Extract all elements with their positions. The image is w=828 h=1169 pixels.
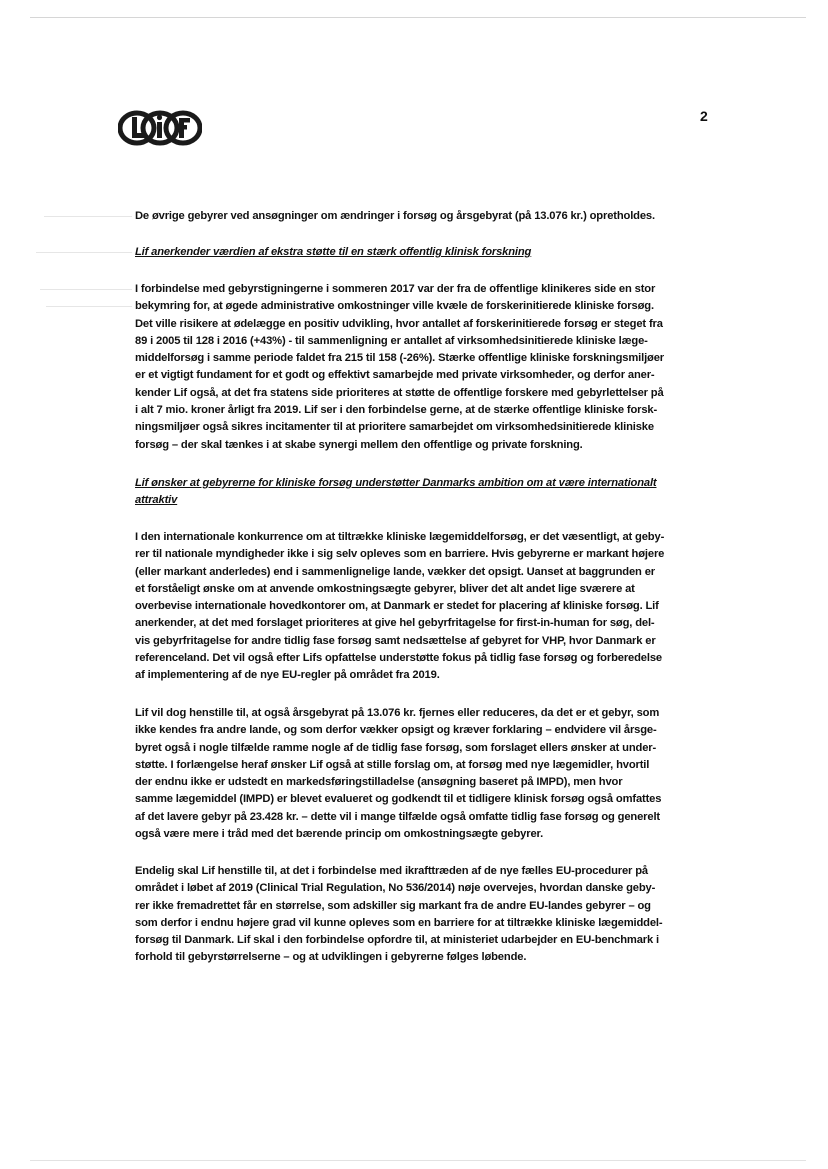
text-line: De øvrige gebyrer ved ansøgninger om ændringer i forsøg og årsgebyrat (på 13.076 kr.) opretholdes. [135, 210, 655, 222]
text-line: overbevise internationale hovedkontorer om, at Danmark er stedet for placering af kliniske forsøg. Lif [135, 600, 659, 613]
text-line: kender Lif også, at det fra statens side prioriteres at støtte de offentlige forskere med gebyrlettelser på [135, 386, 664, 399]
text-line: forsøg – der skal tænkes i at skabe synergi mellem den offentlige og private forskning. [135, 438, 583, 451]
text-line: anerkender, at det med forslaget prioriteres at give hel gebyrfritagelse for first-in-human for søg, del- [135, 617, 655, 630]
lif-logo [118, 108, 202, 153]
section-heading [135, 244, 702, 261]
paragraph [135, 281, 702, 454]
text-line: Lif anerkender værdien af ekstra støtte til en stærk offentlig klinisk forskning [135, 246, 532, 258]
section-heading [135, 475, 702, 510]
paragraph [135, 705, 702, 843]
text-line: af implementering af de nye EU-regler på området fra 2019. [135, 669, 440, 682]
text-line: ikke kendes fra andre lande, og som derfor vækker opsigt og kræver forklaring – endvidere vil årsge- [135, 724, 657, 737]
text-line: også være mere i tråd med det bærende princip om omkostningsægte gebyrer. [135, 828, 544, 841]
text-line: middelforsøg i samme periode faldet fra 215 til 158 (-26%). Stærke offentlige kliniske forskningsmiljøer [135, 352, 665, 365]
scan-bottom-edge [30, 1160, 806, 1161]
text-line: støtte. I forlængelse heraf ønsker Lif også at stille forslag om, at forsøg med nye lægemidler, hvortil [135, 758, 650, 771]
text-line: Det ville risikere at ødelægge en positiv udvikling, hvor antallet af forskerinitierede forsøg er steget fra [135, 317, 663, 330]
text-line: referenceland. Det vil også efter Lifs opfattelse understøtte fokus på tidlig fase forsøg og forberedelse [135, 652, 662, 665]
paragraph [135, 529, 702, 685]
page-number: 2 [700, 108, 708, 124]
paragraph [135, 863, 702, 967]
text-line: rer ikke fremadrettet får en størrelse, som adskiller sig markant fra de andre EU-landes gebyrer – og [135, 899, 651, 912]
text-line: som derfor i endnu højere grad vil kunne opleves som en barriere for at tiltrække kliniske lægemiddel- [135, 916, 663, 929]
margin-mark [46, 306, 132, 307]
text-line: attraktiv [135, 494, 178, 507]
text-line: forsøg til Danmark. Lif skal i den forbindelse opfordre til, at ministeriet udarbejder en EU-benchmark i [135, 934, 659, 947]
text-line: byret også i nogle tilfælde ramme nogle af de tidlig fase forsøg, som forslaget ellers ønsker at under- [135, 741, 657, 754]
text-line: forhold til gebyrstørrelserne – og at udviklingen i gebyrerne følges løbende. [135, 951, 527, 964]
text-line: Endelig skal Lif henstille til, at det i forbindelse med ikrafttræden af de nye fælles EU-procedurer på [135, 865, 648, 877]
text-line: ningsmiljøer også sikres incitamenter til at prioritere samarbejdet om virksomhedsinitierede kliniske [135, 421, 654, 434]
text-line: rer til nationale myndigheder ikke i sig selv opleves som en barriere. Hvis gebyrerne er markant højere [135, 548, 665, 561]
text-line: af det lavere gebyr på 23.428 kr. – dette vil i mange tilfælde også omfatte tidlig fase forsøg og generelt [135, 810, 660, 823]
margin-mark [44, 216, 132, 217]
text-line: I den internationale konkurrence om at tiltrække kliniske lægemiddelforsøg, er det væsentligt, at geby- [135, 531, 665, 543]
text-line: et forståeligt ønske om at anvende omkostningsægte gebyrer, bliver det alt andet lige sværere at [135, 582, 635, 595]
text-line: Lif ønsker at gebyrerne for kliniske forsøg understøtter Danmarks ambition om at være internationalt [135, 477, 657, 489]
text-line: (eller markant anderledes) end i sammenlignelige lande, vækker det opsigt. Uanset at baggrunden er [135, 565, 655, 578]
text-line: bekymring for, at øgede administrative omkostninger ville kvæle de forskerinitierede kliniske forsøg. [135, 300, 654, 313]
text-line: Lif vil dog henstille til, at også årsgebyrat på 13.076 kr. fjernes eller reduceres, da det er et gebyr, som [135, 707, 660, 719]
paragraph [135, 208, 702, 225]
margin-mark [36, 252, 132, 253]
text-line: vis gebyrfritagelse for andre tidlig fase forsøg samt nedsættelse af gebyret for VHP, hvor Danmark er [135, 634, 656, 647]
scan-top-edge [30, 17, 806, 18]
text-line: samme lægemiddel (IMPD) er blevet evalueret og godkendt til et tidligere klinisk forsøg også omfattes [135, 793, 662, 806]
text-line: i alt 7 mio. kroner årligt fra 2019. Lif ser i den forbindelse gerne, at de stærke offentlige kliniske forsk- [135, 404, 658, 417]
margin-mark [40, 289, 132, 290]
text-line: 89 i 2005 til 128 i 2016 (+43%) - til sammenligning er antallet af virksomhedsinitierede kliniske læge- [135, 334, 648, 347]
text-line: der endnu ikke er udstedt en markedsføringstilladelse (ansøgning baseret på IMPD), men hvor [135, 776, 623, 789]
text-line: området i løbet af 2019 (Clinical Trial Regulation, No 536/2014) nøje overvejes, hvordan danske geby- [135, 882, 656, 895]
text-line: er et vigtigt fundament for et godt og effektivt samarbejde med private virksomheder, og derfor aner- [135, 369, 655, 382]
text-line: I forbindelse med gebyrstigningerne i sommeren 2017 var der fra de offentlige klinikeres side en stor [135, 283, 656, 295]
